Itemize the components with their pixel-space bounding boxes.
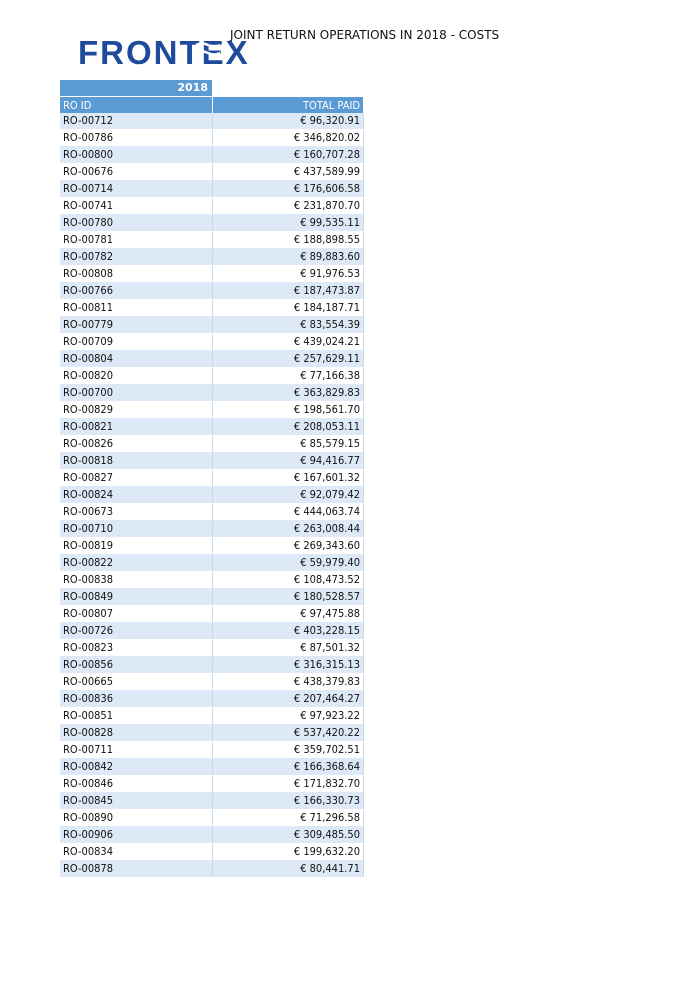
total-paid-cell: € 87,501.32	[213, 640, 364, 657]
table-row	[60, 249, 364, 266]
total-paid-cell: € 71,296.58	[213, 810, 364, 827]
ro-id-cell: RO-00849	[60, 589, 213, 606]
ro-id-cell: RO-00779	[60, 317, 213, 334]
total-paid-cell: € 160,707.28	[213, 147, 364, 164]
ro-id-cell: RO-00836	[60, 691, 213, 708]
table-row	[60, 589, 364, 606]
table-row	[60, 606, 364, 623]
table-row	[60, 623, 364, 640]
table-row	[60, 725, 364, 742]
table-row	[60, 283, 364, 300]
table-row	[60, 147, 364, 164]
table-row	[60, 708, 364, 725]
table-row	[60, 776, 364, 793]
total-paid-cell: € 188,898.55	[213, 232, 364, 249]
total-paid-cell: € 316,315.13	[213, 657, 364, 674]
table-row	[60, 521, 364, 538]
ro-id-cell: RO-00827	[60, 470, 213, 487]
table-row	[60, 385, 364, 402]
table-row	[60, 164, 364, 181]
ro-id-cell: RO-00710	[60, 521, 213, 538]
total-paid-cell: € 207,464.27	[213, 691, 364, 708]
ro-id-cell: RO-00786	[60, 130, 213, 147]
ro-id-cell: RO-00800	[60, 147, 213, 164]
table-row	[60, 470, 364, 487]
ro-id-cell: RO-00808	[60, 266, 213, 283]
total-paid-cell: € 92,079.42	[213, 487, 364, 504]
total-paid-cell: € 97,923.22	[213, 708, 364, 725]
table-row	[60, 555, 364, 572]
total-paid-cell: € 359,702.51	[213, 742, 364, 759]
table-row	[60, 538, 364, 555]
ro-id-cell: RO-00845	[60, 793, 213, 810]
total-paid-cell: € 363,829.83	[213, 385, 364, 402]
ro-id-cell: RO-00838	[60, 572, 213, 589]
ro-id-cell: RO-00712	[60, 113, 213, 130]
costs-table	[60, 97, 364, 878]
total-paid-cell: € 83,554.39	[213, 317, 364, 334]
total-paid-cell: € 99,535.11	[213, 215, 364, 232]
table-row	[60, 402, 364, 419]
ro-id-cell: RO-00709	[60, 334, 213, 351]
document-title: JOINT RETURN OPERATIONS IN 2018 - COSTS	[230, 28, 500, 42]
ro-id-cell: RO-00741	[60, 198, 213, 215]
total-paid-cell: € 438,379.83	[213, 674, 364, 691]
total-paid-cell: € 97,475.88	[213, 606, 364, 623]
frontex-logo-text: FRONTEX	[78, 34, 250, 70]
table-row	[60, 827, 364, 844]
total-paid-cell: € 85,579.15	[213, 436, 364, 453]
ro-id-cell: RO-00811	[60, 300, 213, 317]
table-row	[60, 419, 364, 436]
table-row	[60, 487, 364, 504]
total-paid-cell: € 187,473.87	[213, 283, 364, 300]
ro-id-cell: RO-00676	[60, 164, 213, 181]
total-paid-cell: € 439,024.21	[213, 334, 364, 351]
total-paid-cell: € 77,166.38	[213, 368, 364, 385]
total-paid-cell: € 96,320.91	[213, 113, 364, 130]
table-row	[60, 181, 364, 198]
ro-id-cell: RO-00820	[60, 368, 213, 385]
ro-id-cell: RO-00711	[60, 742, 213, 759]
table-row	[60, 334, 364, 351]
total-paid-cell: € 166,330.73	[213, 793, 364, 810]
table-row	[60, 742, 364, 759]
total-paid-cell: € 346,820.02	[213, 130, 364, 147]
table-row	[60, 351, 364, 368]
ro-id-cell: RO-00834	[60, 844, 213, 861]
ro-id-cell: RO-00673	[60, 504, 213, 521]
table-row	[60, 300, 364, 317]
ro-id-cell: RO-00714	[60, 181, 213, 198]
total-paid-cell: € 166,368.64	[213, 759, 364, 776]
total-paid-cell: € 184,187.71	[213, 300, 364, 317]
ro-id-cell: RO-00823	[60, 640, 213, 657]
ro-id-cell: RO-00726	[60, 623, 213, 640]
table-row	[60, 232, 364, 249]
total-paid-cell: € 403,228.15	[213, 623, 364, 640]
total-paid-cell: € 199,632.20	[213, 844, 364, 861]
ro-id-cell: RO-00842	[60, 759, 213, 776]
ro-id-cell: RO-00780	[60, 215, 213, 232]
total-paid-cell: € 257,629.11	[213, 351, 364, 368]
ro-id-cell: RO-00822	[60, 555, 213, 572]
total-paid-cell: € 94,416.77	[213, 453, 364, 470]
table-row	[60, 861, 364, 878]
ro-id-cell: RO-00890	[60, 810, 213, 827]
table-row	[60, 266, 364, 283]
total-paid-cell: € 269,343.60	[213, 538, 364, 555]
ro-id-cell: RO-00665	[60, 674, 213, 691]
total-paid-cell: € 80,441.71	[213, 861, 364, 878]
ro-id-cell: RO-00700	[60, 385, 213, 402]
column-header-ro-id: RO ID	[60, 97, 213, 113]
ro-id-cell: RO-00782	[60, 249, 213, 266]
ro-id-cell: RO-00781	[60, 232, 213, 249]
ro-id-cell: RO-00819	[60, 538, 213, 555]
table-row	[60, 113, 364, 130]
ro-id-cell: RO-00829	[60, 402, 213, 419]
total-paid-cell: € 263,008.44	[213, 521, 364, 538]
ro-id-cell: RO-00906	[60, 827, 213, 844]
total-paid-cell: € 59,979.40	[213, 555, 364, 572]
column-header-total-paid: TOTAL PAID	[213, 97, 364, 113]
ro-id-cell: RO-00856	[60, 657, 213, 674]
table-row	[60, 453, 364, 470]
ro-id-cell: RO-00818	[60, 453, 213, 470]
ro-id-cell: RO-00878	[60, 861, 213, 878]
table-row	[60, 317, 364, 334]
total-paid-cell: € 91,976.53	[213, 266, 364, 283]
ro-id-cell: RO-00826	[60, 436, 213, 453]
total-paid-cell: € 231,870.70	[213, 198, 364, 215]
table-row	[60, 572, 364, 589]
total-paid-cell: € 198,561.70	[213, 402, 364, 419]
total-paid-cell: € 167,601.32	[213, 470, 364, 487]
ro-id-cell: RO-00828	[60, 725, 213, 742]
total-paid-cell: € 176,606.58	[213, 181, 364, 198]
table-row	[60, 810, 364, 827]
table-row	[60, 844, 364, 861]
table-header-row	[60, 97, 364, 113]
total-paid-cell: € 89,883.60	[213, 249, 364, 266]
table-row	[60, 436, 364, 453]
ro-id-cell: RO-00766	[60, 283, 213, 300]
table-row	[60, 215, 364, 232]
table-row	[60, 504, 364, 521]
ro-id-cell: RO-00824	[60, 487, 213, 504]
total-paid-cell: € 171,832.70	[213, 776, 364, 793]
ro-id-cell: RO-00821	[60, 419, 213, 436]
total-paid-cell: € 437,589.99	[213, 164, 364, 181]
total-paid-cell: € 180,528.57	[213, 589, 364, 606]
year-header: 2018	[60, 80, 212, 96]
table-row	[60, 674, 364, 691]
table-row	[60, 759, 364, 776]
total-paid-cell: € 444,063.74	[213, 504, 364, 521]
ro-id-cell: RO-00807	[60, 606, 213, 623]
total-paid-cell: € 208,053.11	[213, 419, 364, 436]
table-row	[60, 640, 364, 657]
table-row	[60, 130, 364, 147]
total-paid-cell: € 537,420.22	[213, 725, 364, 742]
table-row	[60, 691, 364, 708]
ro-id-cell: RO-00846	[60, 776, 213, 793]
table-row	[60, 793, 364, 810]
ro-id-cell: RO-00804	[60, 351, 213, 368]
total-paid-cell: € 108,473.52	[213, 572, 364, 589]
ro-id-cell: RO-00851	[60, 708, 213, 725]
table-row	[60, 198, 364, 215]
table-row	[60, 368, 364, 385]
table-row	[60, 657, 364, 674]
total-paid-cell: € 309,485.50	[213, 827, 364, 844]
